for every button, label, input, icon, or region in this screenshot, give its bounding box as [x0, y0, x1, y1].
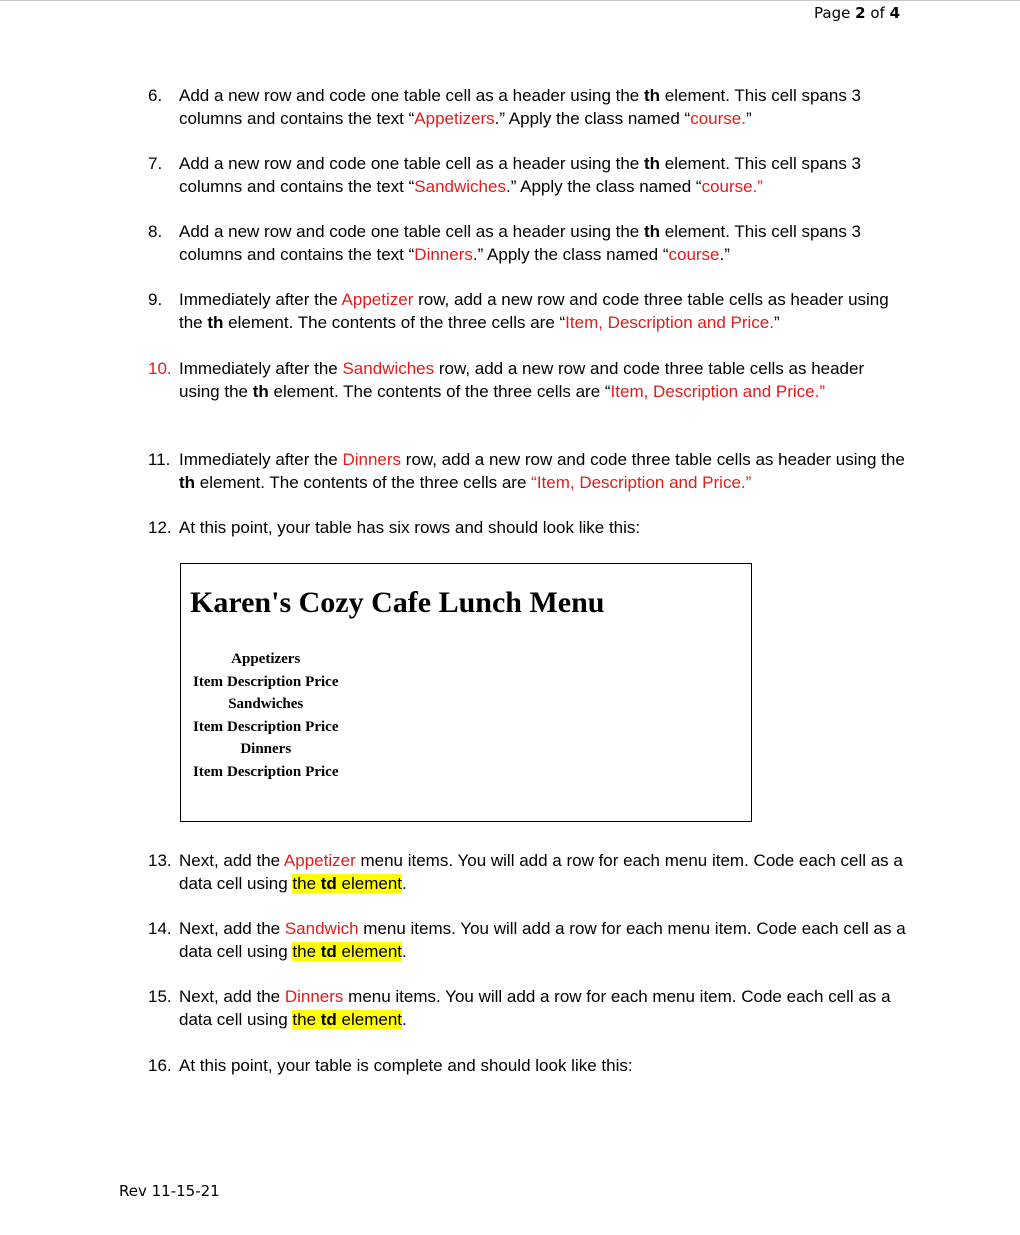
column-header: Price: [305, 673, 339, 690]
table-row: [192, 672, 339, 693]
preview-menu-table: [190, 647, 341, 784]
step-number: 8.: [148, 222, 163, 241]
step-text: Add a new row and code one table cell as a header using the th element. This cell spans 3 columns and contains the text “Dinners.” Apply the class named “course.”: [179, 222, 862, 264]
step-text: At this point, your table is complete and should look like this:: [179, 1056, 633, 1075]
step-number: 6.: [148, 86, 163, 105]
course-header: Dinners: [240, 741, 292, 757]
step-number: 15.: [148, 987, 172, 1006]
step-text: At this point, your table has six rows and should look like this:: [179, 518, 641, 537]
highlighted-text: the td element: [292, 874, 403, 893]
step-number: 7.: [148, 154, 163, 173]
preview-title: Karen's Cozy Cafe Lunch Menu: [190, 586, 605, 619]
column-header: Price: [305, 718, 339, 735]
page-number: [814, 4, 900, 22]
table-row: [192, 694, 339, 715]
table-row: [192, 762, 339, 783]
column-header: Price: [305, 763, 339, 780]
page-of-label: of: [865, 4, 890, 22]
column-header: Item: [193, 673, 223, 690]
step-text: Immediately after the Dinners row, add a new row and code three table cells as header using the th element. The contents of the three cells are “Item, Description and Price.”: [179, 450, 905, 492]
step-8: [148, 220, 908, 266]
step-text: Add a new row and code one table cell as a header using the th element. This cell spans 3 columns and contains the text “Appetizers.” Apply the class named “course.”: [179, 86, 862, 128]
step-text: Immediately after the Sandwiches row, add a new row and code three table cells as header using the th element. The contents of the three cells are “Item, Description and Price.”: [179, 359, 865, 401]
page-label: Page: [814, 4, 856, 22]
step-12: [148, 516, 908, 539]
page-total: 4: [889, 4, 900, 22]
step-number: 12.: [148, 518, 172, 537]
highlighted-text: the td element: [292, 942, 403, 961]
table-row: [192, 739, 339, 760]
course-header: Appetizers: [231, 651, 301, 667]
step-9: [148, 288, 908, 334]
course-header: Sandwiches: [228, 696, 304, 712]
step-7: [148, 152, 908, 198]
table-row: [192, 649, 339, 670]
column-header: Description: [227, 673, 302, 690]
column-header: Description: [227, 718, 302, 735]
step-13: [148, 849, 908, 895]
step-number: 13.: [148, 851, 172, 870]
step-text: Next, add the Appetizer menu items. You will add a row for each menu item. Code each cell as a data cell using the td element.: [179, 851, 903, 893]
step-10: [148, 357, 908, 403]
page-top-border: [0, 0, 1020, 1]
step-text: Next, add the Dinners menu items. You will add a row for each menu item. Code each cell as a data cell using the td element.: [179, 987, 891, 1029]
revision-footer: Rev 11-15-21: [119, 1182, 220, 1200]
table-preview-screenshot: [180, 563, 752, 822]
step-text: Add a new row and code one table cell as a header using the th element. This cell spans 3 columns and contains the text “Sandwiches.” Apply the class named “course.”: [179, 154, 862, 196]
page-current: 2: [855, 4, 866, 22]
step-text: Immediately after the Appetizer row, add a new row and code three table cells as header using the th element. The contents of the three cells are “Item, Description and Price.”: [179, 290, 889, 332]
step-14: [148, 917, 908, 963]
column-header: Item: [193, 763, 223, 780]
step-number: 11.: [148, 450, 171, 469]
step-text: Next, add the Sandwich menu items. You will add a row for each menu item. Code each cell as a data cell using the td element.: [179, 919, 906, 961]
step-number: 10.: [148, 359, 172, 378]
step-16: [148, 1054, 908, 1077]
column-header: Description: [227, 763, 302, 780]
column-header: Item: [193, 718, 223, 735]
step-15: [148, 985, 908, 1031]
step-number: 9.: [148, 290, 163, 309]
step-number: 14.: [148, 919, 172, 938]
table-row: [192, 717, 339, 738]
step-number: 16.: [148, 1056, 172, 1075]
highlighted-text: the td element: [292, 1010, 403, 1029]
step-6: [148, 84, 908, 130]
step-11: [148, 448, 908, 494]
